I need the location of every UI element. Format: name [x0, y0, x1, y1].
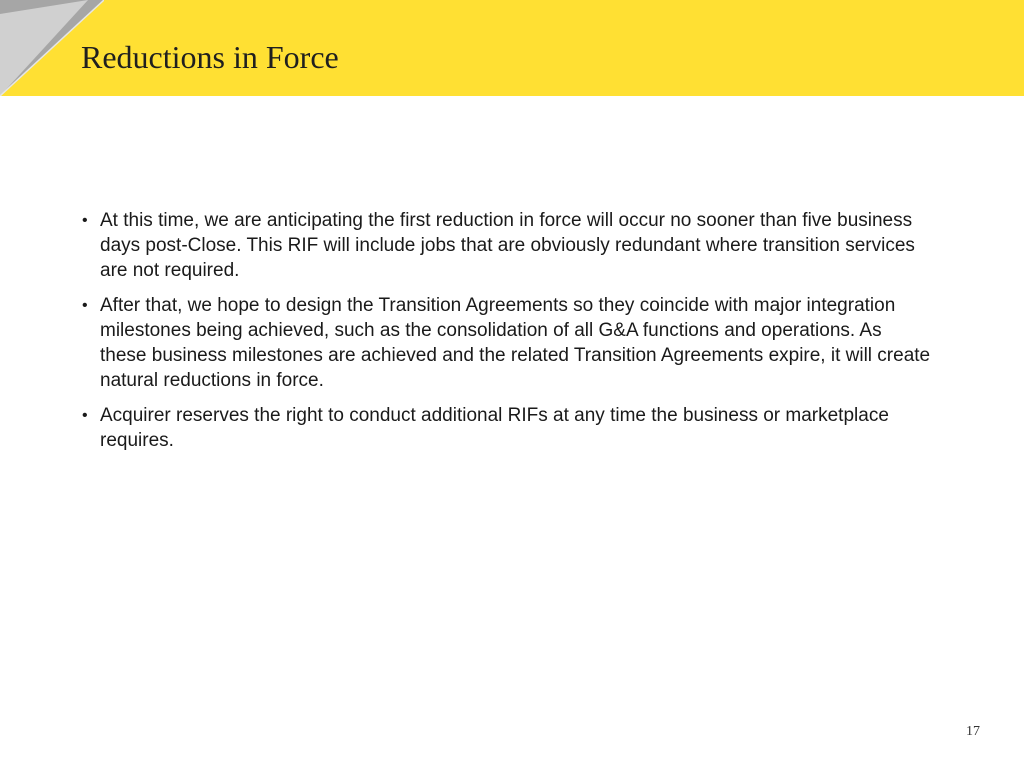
bullet-text: Acquirer reserves the right to conduct additional RIFs at any time the business or marketplace requires. — [100, 405, 889, 451]
bullet-item — [82, 403, 932, 453]
bullet-list — [82, 208, 932, 463]
bullet-marker: • — [82, 407, 88, 424]
bullet-item — [82, 208, 932, 283]
bullet-text: After that, we hope to design the Transition Agreements so they coincide with major integration milestones being achieved, such as the consolidation of all G&A functions and operations. As these business milestones are achieved and the related Transition Agreements expire, it will create natural reductions in force. — [100, 295, 931, 391]
bullet-item — [82, 293, 932, 393]
page-number: 17 — [966, 724, 980, 739]
bullet-marker: • — [82, 212, 88, 229]
bullet-text: At this time, we are anticipating the first reduction in force will occur no sooner than five business days post-Close. This RIF will include jobs that are obviously redundant where transition services are not required. — [100, 210, 915, 281]
slide-title: Reductions in Force — [81, 39, 339, 75]
bullet-marker: • — [82, 297, 88, 314]
